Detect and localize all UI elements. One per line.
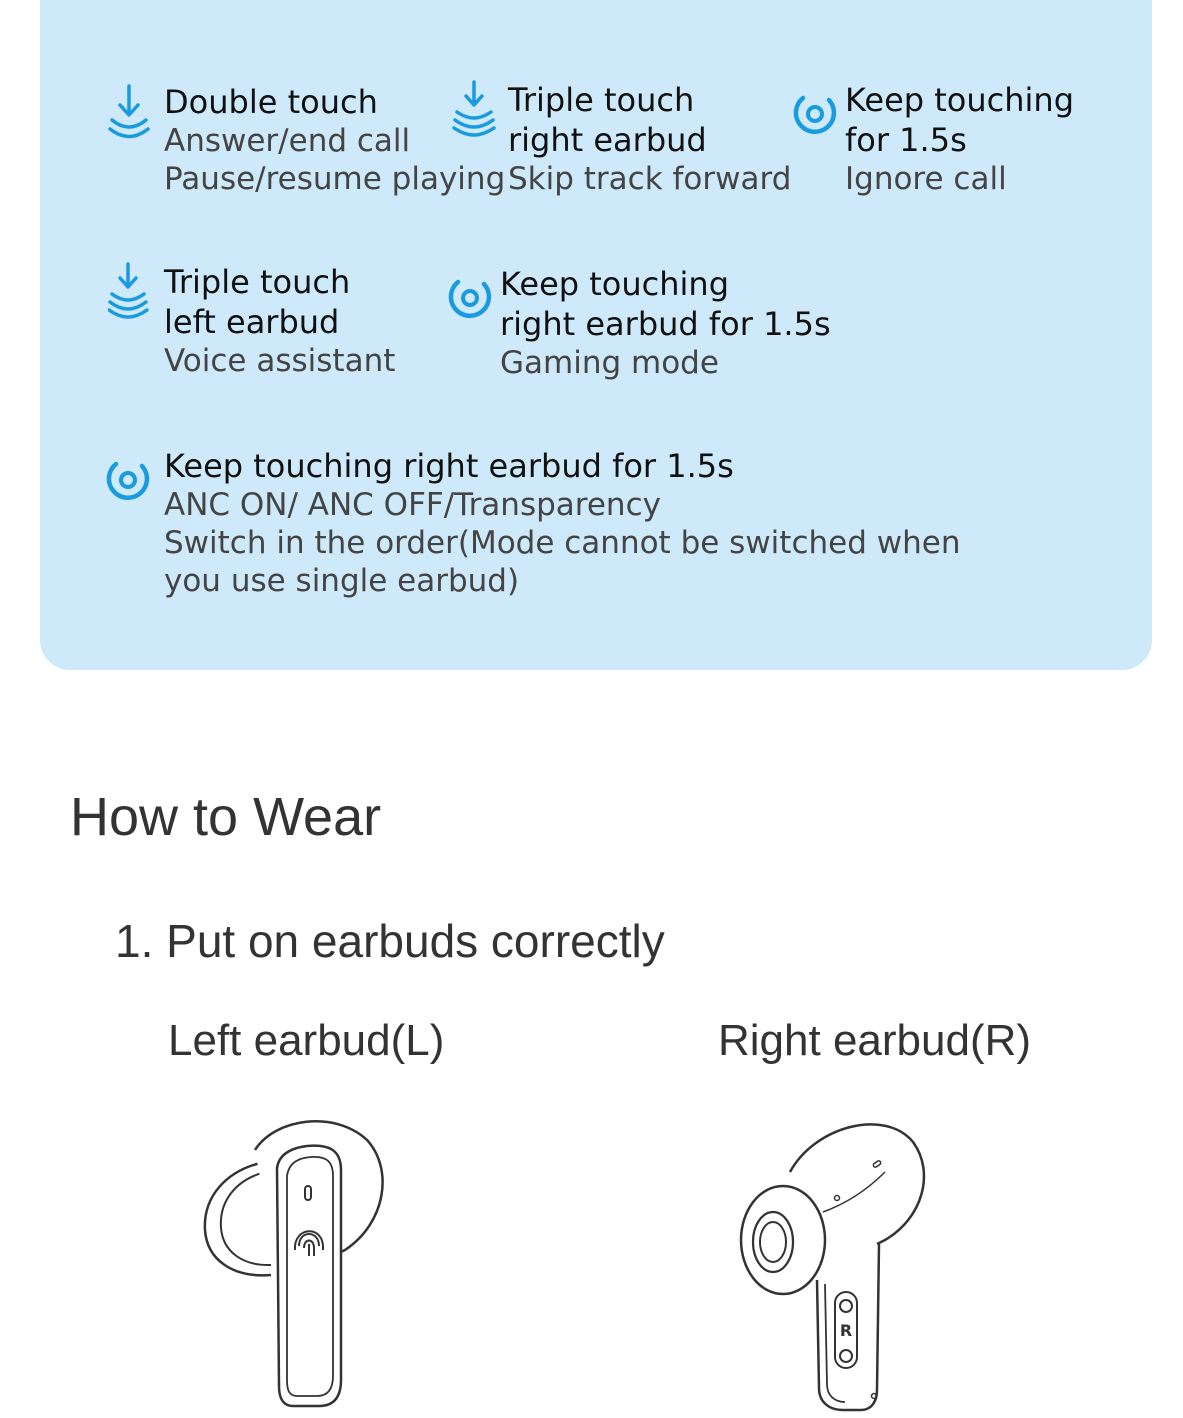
gesture-title: Triple touch [508,81,695,119]
gesture-title: Double touch [164,83,378,121]
gesture-desc: Voice assistant [164,343,396,379]
double-tap-icon [108,82,154,144]
gesture-title: Keep touching right earbud for 1.5s [164,447,734,485]
gesture-desc: Pause/resume playing [164,161,506,197]
long-press-icon [448,264,494,326]
left-earbud-illustration [195,1110,395,1415]
gesture-title: for 1.5s [845,121,967,159]
gesture-title: left earbud [164,303,340,341]
triple-tap-icon [108,262,154,324]
gesture-title: Triple touch [164,263,351,301]
gesture-title: right earbud [508,121,707,159]
left-earbud-label: Left earbud(L) [168,1016,445,1065]
right-earbud-illustration [735,1112,935,1417]
long-press-icon [793,80,839,142]
step-heading: 1. Put on earbuds correctly [115,915,665,967]
gesture-desc: Gaming mode [500,345,719,381]
gesture-desc: Switch in the order(Mode cannot be switched when [164,525,961,561]
section-heading: How to Wear [70,787,382,847]
gesture-desc: ANC ON/ ANC OFF/Transparency [164,487,661,523]
gesture-title: Keep touching [845,81,1075,119]
right-side-marking: R [839,1321,853,1340]
long-press-icon [106,446,152,508]
gesture-desc: Skip track forward [508,161,792,197]
gesture-desc: Ignore call [845,161,1007,197]
triple-tap-icon [452,80,498,142]
gesture-desc: you use single earbud) [164,563,520,599]
gesture-title: right earbud for 1.5s [500,305,831,343]
right-earbud-label: Right earbud(R) [718,1016,1032,1065]
gesture-title: Keep touching [500,265,730,303]
gesture-desc: Answer/end call [164,123,411,159]
